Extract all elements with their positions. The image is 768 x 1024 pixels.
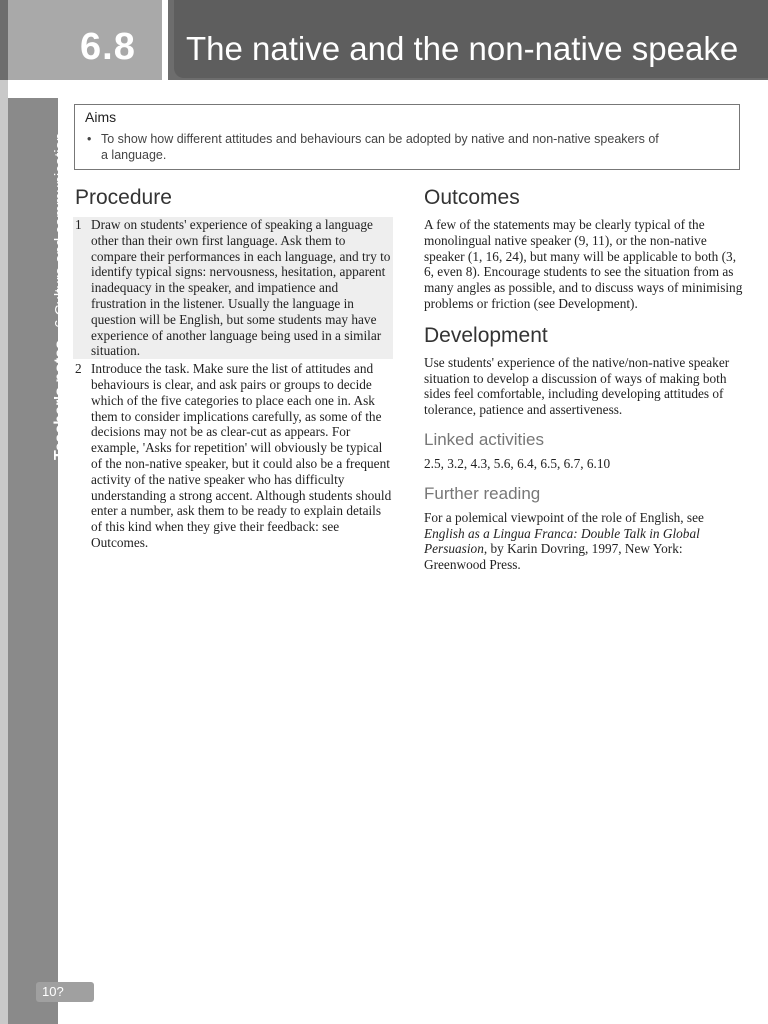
further-reading-intro: For a polemical viewpoint of the role of English, see bbox=[424, 509, 704, 525]
aims-text bbox=[87, 131, 707, 163]
development-text: Use students' experience of the native/non-native speaker situation to develop a discussion of ways of making both sides feel comfortable, including developing attitudes of tolerance, patience and assertiveness. bbox=[424, 354, 730, 418]
section-number: 6.8 bbox=[80, 26, 136, 68]
further-reading-text bbox=[424, 510, 744, 573]
page-number: 10? bbox=[36, 982, 94, 1002]
procedure-item-number: 1 bbox=[75, 217, 82, 232]
procedure-heading: Procedure bbox=[75, 186, 172, 209]
page-edge bbox=[0, 0, 8, 1024]
sidebar-label-bold: Teacher's notes bbox=[52, 340, 69, 460]
procedure-item-text: Draw on students' experience of speaking a language other than their own first language. Ask them to compare their performances in each language, and try to identify typical signs: nervousness, hesitation, apparent inadequacy in the speaker, and impatience and frustration in the listener. Usually the language in question will be English, but some students may have experience of another language being used in a similar situation. bbox=[91, 217, 391, 359]
book-title: English as a Lingua Franca: Double Talk in Global Persuasion bbox=[424, 525, 700, 557]
further-reading-heading: Further reading bbox=[424, 483, 541, 503]
aims-line-1: To show how different attitudes and behaviours can be adopted by native and non-native speakers of bbox=[101, 132, 659, 146]
sidebar-label bbox=[52, 133, 70, 460]
procedure-item bbox=[75, 361, 393, 551]
bullet-icon: • bbox=[87, 132, 92, 146]
outcomes-heading: Outcomes bbox=[424, 186, 520, 209]
aims-title: Aims bbox=[85, 109, 117, 125]
right-column bbox=[424, 186, 744, 573]
left-column bbox=[75, 186, 393, 553]
procedure-item-number: 2 bbox=[75, 361, 82, 377]
aims-line-2: a language. bbox=[101, 148, 167, 162]
linked-activities-heading: Linked activities bbox=[424, 429, 545, 449]
book-details: , by Karin Dovring, 1997, New York: Greenwood Press. bbox=[424, 541, 683, 573]
linked-activities-text: 2.5, 3.2, 4.3, 5.6, 6.4, 6.5, 6.7, 6.10 bbox=[424, 455, 611, 471]
sidebar bbox=[8, 98, 58, 1024]
aims-box bbox=[74, 104, 740, 170]
outcomes-text: A few of the statements may be clearly typical of the monolingual native speaker (9, 11), or the non-native speaker (1, 16, 24), but many will be applicable to both (3, 6, even 8). Encourage students to see the situation from as many angles as possible, and to discuss ways of minimising problems or friction (see Development). bbox=[424, 217, 743, 311]
procedure-item-text: Introduce the task. Make sure the list of attitudes and behaviours is clear, and ask pairs or groups to decide which of the five categories to place each one in. Ask them to consider implications carefully, as some of the decisions may not be as clear-cut as appears. For example, 'Asks for repetition' will obviously be typical of the non-native speaker, but it could also be a frequent activity of the native speaker who has difficulty understanding a strong accent. Although students should enter a number, ask them to be ready to explain details of this kind when they give their feedback: see Outcomes. bbox=[91, 361, 392, 550]
page-title: The native and the non-native speake bbox=[186, 30, 739, 67]
procedure-item bbox=[73, 217, 393, 359]
sidebar-label-rest: 6 Culture and communication bbox=[52, 132, 69, 328]
development-heading: Development bbox=[424, 323, 548, 347]
